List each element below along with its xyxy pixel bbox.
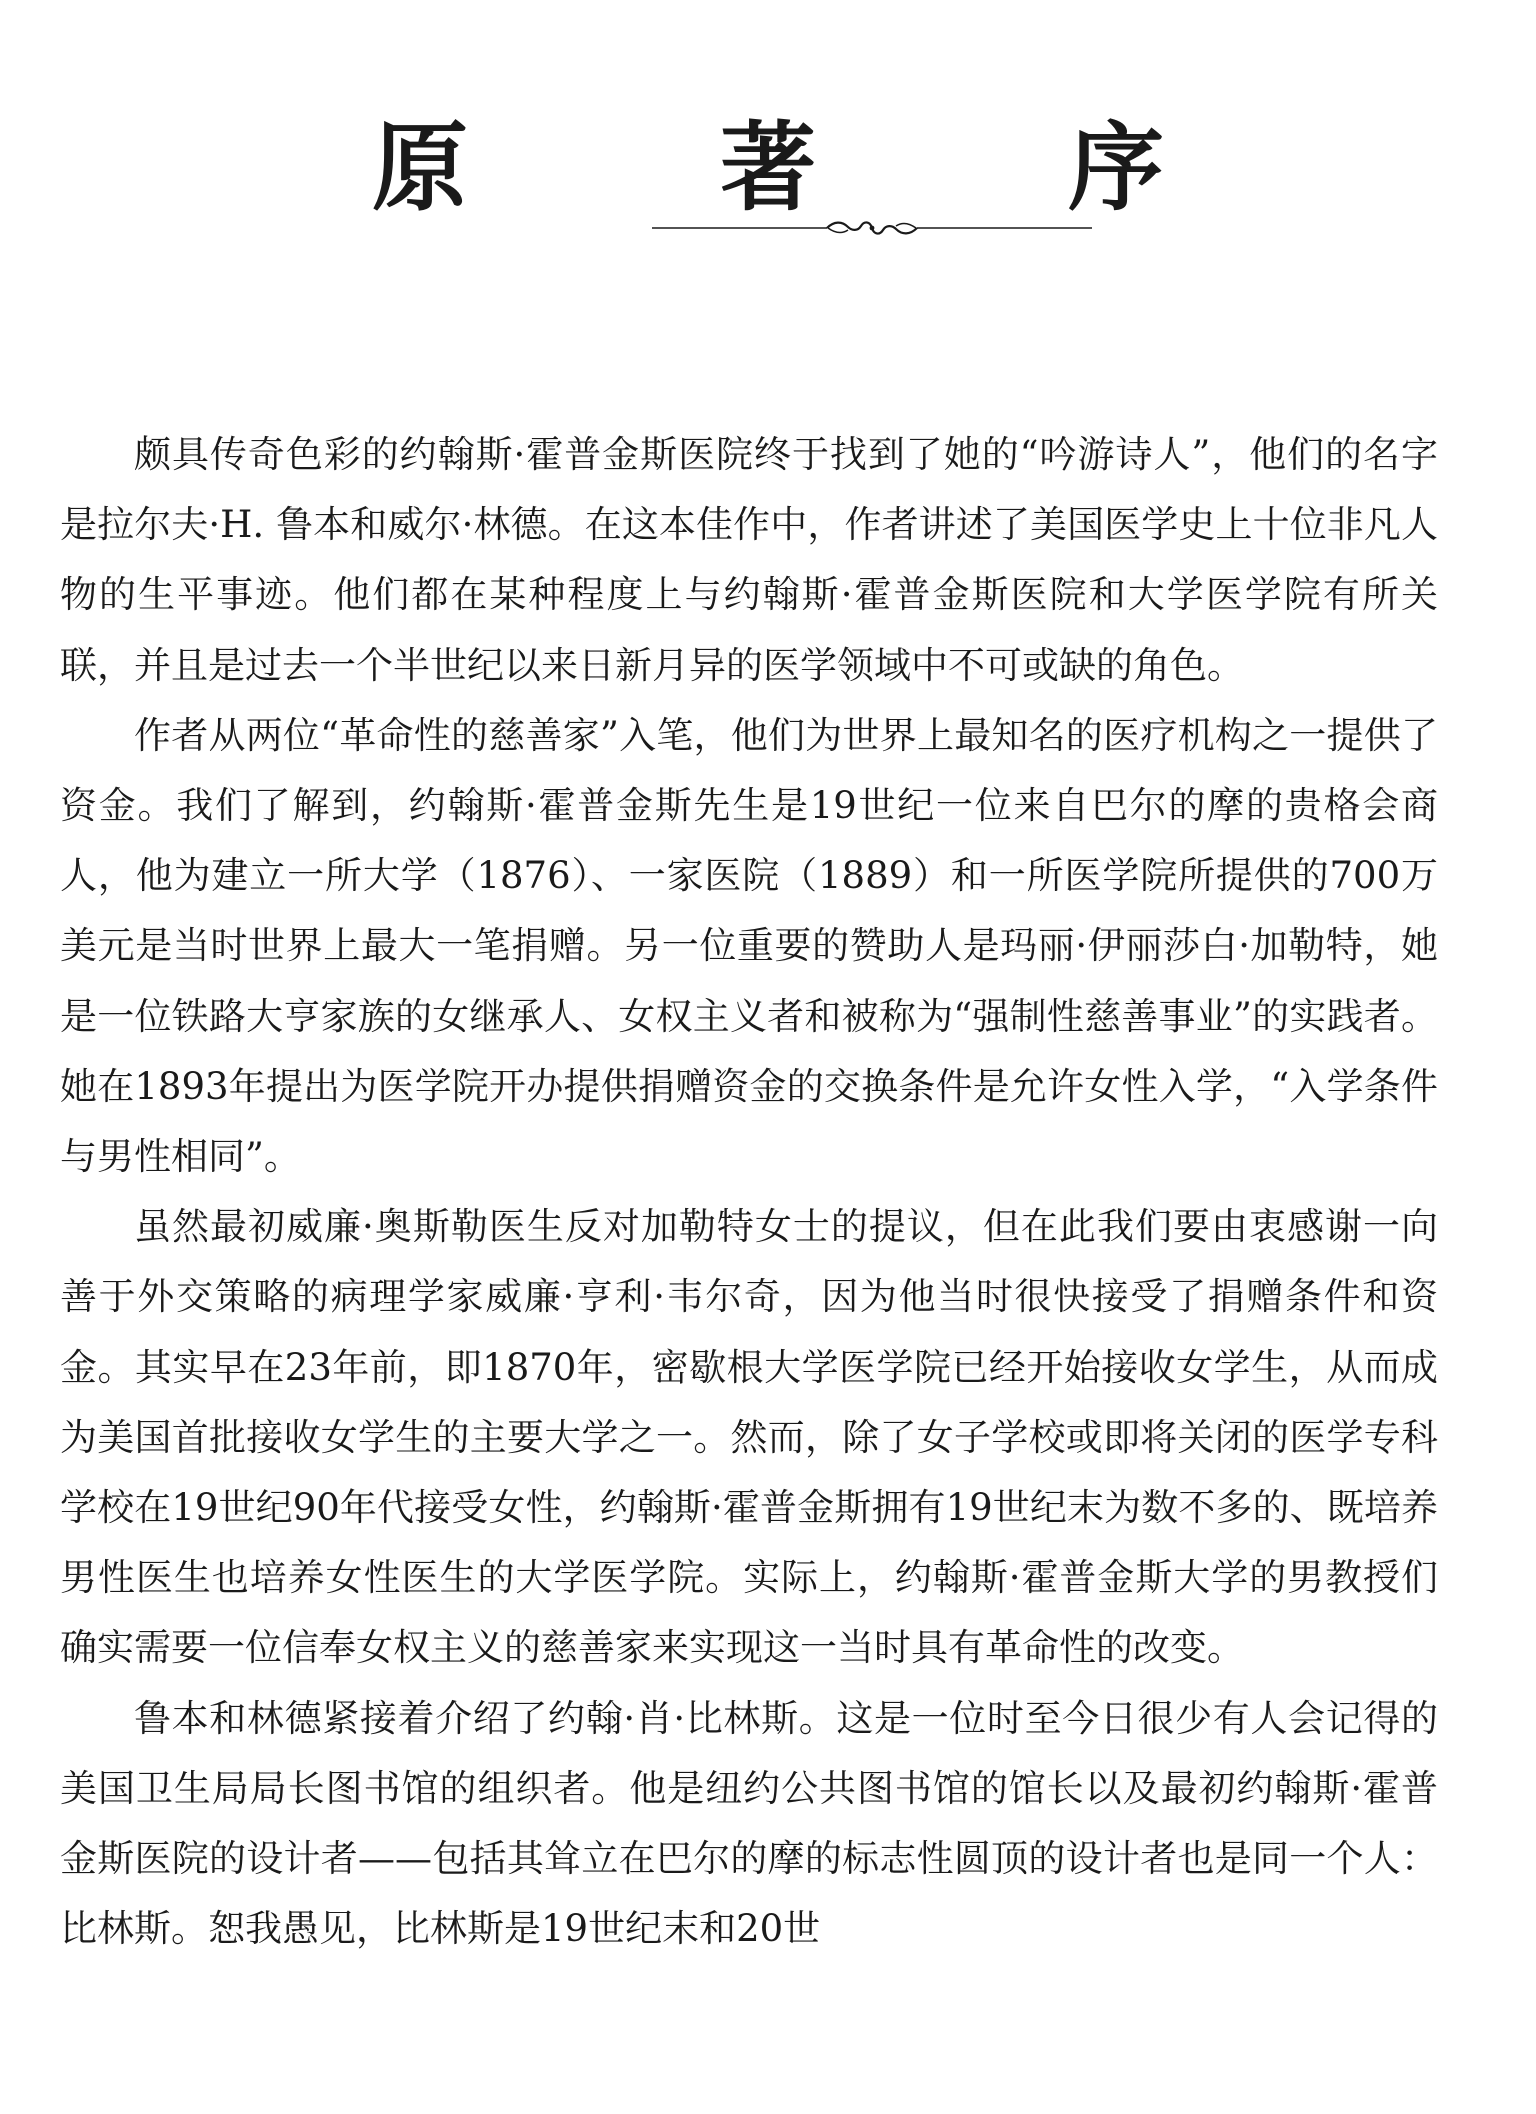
paragraph-3: 虽然最初威廉·奥斯勒医生反对加勒特女士的提议，但在此我们要由衷感谢一向善于外交策略的病理学家威廉·亨利·韦尔奇，因为他当时很快接受了捐赠条件和资金。其实早在23年前，即1870年，密歇根大学医学院已经开始接收女学生，从而成为美国首批接收女学生的主要大学之一。然而，除了女子学校或即将关闭的医学专科学校在19世纪90年代接受女性，约翰斯·霍普金斯拥有19世纪末为数不多的、既培养男性医生也培养女性医生的大学医学院。实际上，约翰斯·霍普金斯大学的男教授们确实需要一位信奉女权主义的慈善家来实现这一当时具有革命性的改变。 [60, 1205, 1438, 1670]
paragraph-1: 颇具传奇色彩的约翰斯·霍普金斯医院终于找到了她的“吟游诗人”，他们的名字是拉尔夫·H. 鲁本和威尔·林德。在这本佳作中，作者讲述了美国医学史上十位非凡人物的生平事迹。他们都在某种程度上与约翰斯·霍普金斯医院和大学医学院有所关联，并且是过去一个半世纪以来日新月异的医学领域中不可或缺的角色。 [60, 433, 1438, 687]
title-ornament-divider [652, 212, 1092, 242]
paragraph-4: 鲁本和林德紧接着介绍了约翰·肖·比林斯。这是一位时至今日很少有人会记得的美国卫生局局长图书馆的组织者。他是纽约公共图书馆的馆长以及最初约翰斯·霍普金斯医院的设计者——包括其耸立在巴尔的摩的标志性圆顶的设计者也是同一个人：比林斯。恕我愚见，比林斯是19世纪末和20世 [60, 1696, 1438, 1951]
preface-body [60, 420, 1438, 1964]
page-title: 原 著 序 [372, 111, 1242, 224]
paragraph-2: 作者从两位“革命性的慈善家”入笔，他们为世界上最知名的医疗机构之一提供了资金。我们了解到，约翰斯·霍普金斯先生是19世纪一位来自巴尔的摩的贵格会商人，他为建立一所大学（1876）、一家医院（1889）和一所医学院所提供的700万美元是当时世界上最大一笔捐赠。另一位重要的赞助人是玛丽·伊丽莎白·加勒特，她是一位铁路大亨家族的女继承人、女权主义者和被称为“强制性慈善事业”的实践者。她在1893年提出为医学院开办提供捐赠资金的交换条件是允许女性入学，“入学条件与男性相同”。 [60, 713, 1438, 1179]
